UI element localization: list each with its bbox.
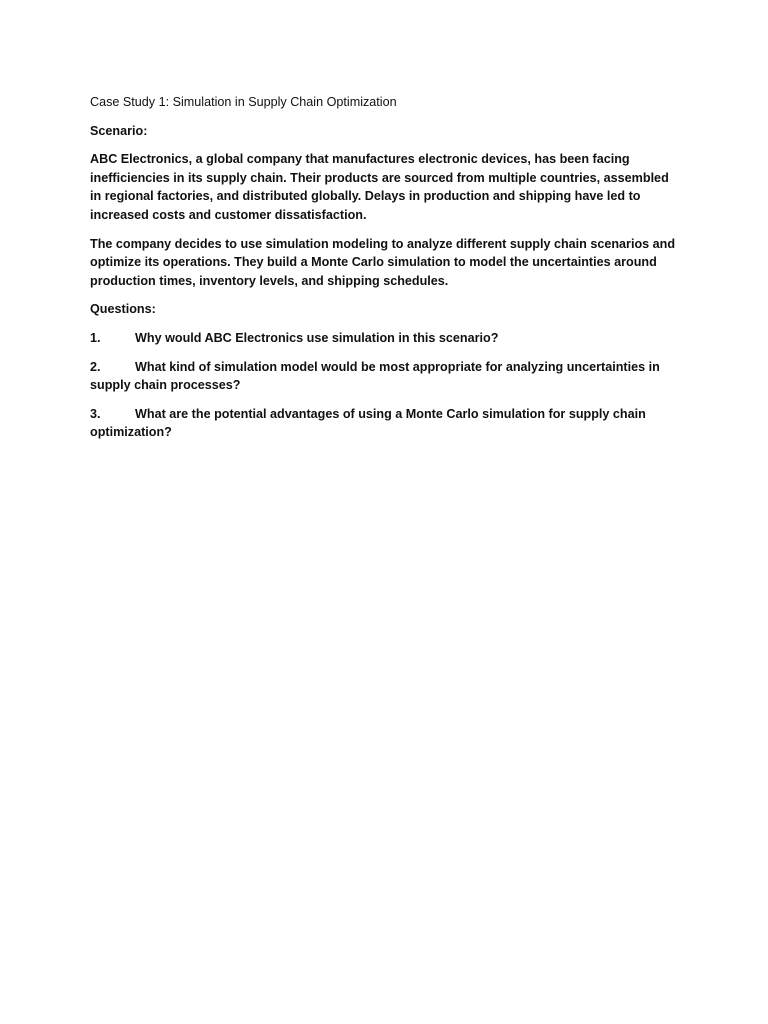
question-item <box>90 329 680 348</box>
questions-heading: Questions: <box>90 302 156 317</box>
question-text: What kind of simulation model would be most appropriate for analyzing uncertainties in supply chain processes? <box>90 359 660 393</box>
document-content <box>90 93 680 452</box>
question-text: What are the potential advantages of using a Monte Carlo simulation for supply chain optimization? <box>90 406 646 440</box>
question-item <box>90 358 680 395</box>
document-title: Case Study 1: Simulation in Supply Chain Optimization <box>90 95 397 109</box>
scenario-paragraph-1: ABC Electronics, a global company that manufactures electronic devices, has been facing inefficiencies in its supply chain. Their products are sourced from multiple countries, assembled in regional factories, and distributed globally. Delays in production and shipping have led to increased costs and customer dissatisfaction. <box>90 152 669 222</box>
scenario-paragraph-2: The company decides to use simulation modeling to analyze different supply chain scenarios and optimize its operations. They build a Monte Carlo simulation to model the uncertainties around production times, inventory levels, and shipping schedules. <box>90 236 676 288</box>
question-number: 1. <box>90 330 101 345</box>
scenario-heading: Scenario: <box>90 123 148 138</box>
question-number: 3. <box>90 406 101 421</box>
question-number: 2. <box>90 359 101 374</box>
question-text: Why would ABC Electronics use simulation in this scenario? <box>135 330 499 345</box>
question-item <box>90 405 680 442</box>
